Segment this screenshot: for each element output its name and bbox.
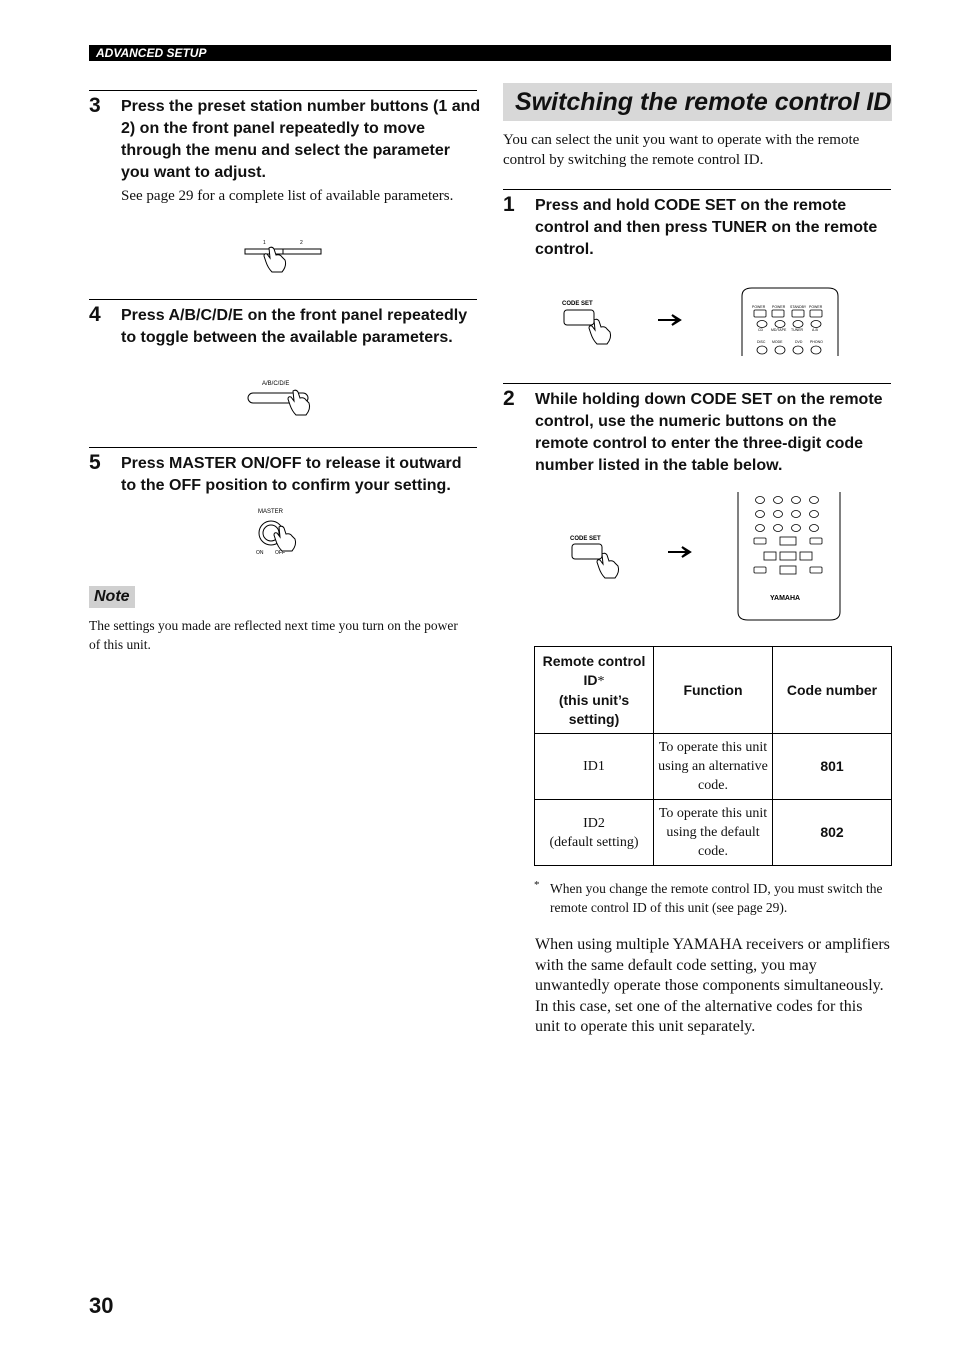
page-number: 30 (89, 1293, 114, 1318)
step-3-subtext: See page 29 for a complete list of available parameters. (121, 188, 454, 204)
code-set-numeric-illustration (568, 492, 848, 622)
right-step-2-number: 2 (503, 387, 515, 410)
svg-text:DISC: DISC (757, 340, 766, 344)
section-title-box (503, 83, 892, 121)
arrow-icon (658, 315, 680, 325)
note-text: The settings you made are reflected next time you turn on the power of this unit. (89, 618, 458, 652)
section-header-bar (89, 45, 891, 61)
step-5-text: Press MASTER ON/OFF to release it outward to the OFF position to confirm your setting. (121, 455, 462, 494)
step-3-text: Press the preset station number buttons (1 and 2) on the front panel repeatedly to move through the menu and select the parameter you want to adjust. (121, 98, 481, 181)
svg-text:CD: CD (758, 328, 764, 332)
header-remote-id: Remote control ID* (this unit’s setting) (535, 647, 654, 734)
header-function: Function (654, 647, 773, 734)
section-intro: You can select the unit you want to operate with the remote control by switching the remote control ID. (503, 132, 860, 168)
row-1-function: To operate this unit using an alternative code. (654, 734, 773, 800)
svg-text:POWER: POWER (772, 305, 786, 309)
master-button-illustration (253, 505, 315, 561)
right-step-1-text: Press and hold CODE SET on the remote control and then press TUNER on the remote control. (535, 197, 878, 258)
row-2-code: 802 (773, 800, 892, 866)
step-3-rule (89, 90, 477, 91)
master-on-label: ON (256, 550, 264, 556)
master-label: MASTER (258, 509, 284, 515)
section-header-label: ADVANCED SETUP (96, 46, 207, 60)
svg-text:POWER: POWER (809, 305, 823, 309)
remote-id-table (534, 646, 892, 866)
table-header-row (535, 647, 892, 734)
table-row (535, 800, 892, 866)
row-1-code: 801 (773, 734, 892, 800)
svg-text:STANDBY: STANDBY (790, 305, 807, 309)
preset-buttons-illustration (243, 237, 325, 277)
step-4-number: 4 (89, 303, 101, 326)
svg-text:A-B: A-B (812, 328, 818, 332)
row-1-id: ID1 (535, 734, 654, 800)
row-2-function: To operate this unit using the default code. (654, 800, 773, 866)
code-set-label-2: CODE SET (570, 536, 601, 542)
svg-text:MODE: MODE (772, 340, 783, 344)
row-2-id: ID2 (default setting) (535, 800, 654, 866)
step-4-rule (89, 299, 477, 300)
right-step-2-rule (503, 383, 891, 384)
abcde-button-illustration (245, 377, 325, 423)
table-row (535, 734, 892, 800)
step-4-text: Press A/B/C/D/E on the front panel repeatedly to toggle between the available parameters. (121, 307, 468, 346)
section-title: Switching the remote control ID (515, 88, 892, 116)
right-step-1-number: 1 (503, 193, 515, 216)
arrow-icon (668, 547, 690, 557)
step-3-number: 3 (89, 94, 101, 117)
code-set-label-1: CODE SET (562, 301, 593, 307)
svg-text:TUNER: TUNER (791, 328, 804, 332)
header-code-number: Code number (773, 647, 892, 734)
note-label-box (89, 586, 135, 608)
svg-text:MD/TAPE: MD/TAPE (771, 328, 787, 332)
right-step-2-text: While holding down CODE SET on the remote control, use the numeric buttons on the remote control to enter the three-digit code number listed in the table below. (535, 391, 883, 474)
preset-label-2: 2 (300, 240, 303, 246)
step-5-number: 5 (89, 451, 101, 474)
svg-text:POWER: POWER (752, 305, 766, 309)
svg-text:PHONO: PHONO (810, 340, 823, 344)
footnote-text: When you change the remote control ID, you must switch the remote control ID of this unit (see page 29). (550, 881, 883, 915)
abcde-label: A/B/C/D/E (262, 381, 290, 387)
master-off-label: OFF (275, 550, 285, 556)
code-set-tuner-illustration (560, 286, 850, 358)
preset-label-1: 1 (263, 240, 266, 246)
svg-text:DVD: DVD (795, 340, 803, 344)
right-step-1-rule (503, 189, 891, 190)
footnote-marker: * (534, 879, 540, 891)
yamaha-logo: YAMAHA (770, 595, 801, 602)
step-5-rule (89, 447, 477, 448)
note-label: Note (94, 588, 130, 605)
closing-paragraph: When using multiple YAMAHA receivers or amplifiers with the same default code setting, you may unwantedly operate those components simultaneously. In this case, set one of the alternative codes for this unit to operate this unit separately. (535, 936, 890, 1035)
